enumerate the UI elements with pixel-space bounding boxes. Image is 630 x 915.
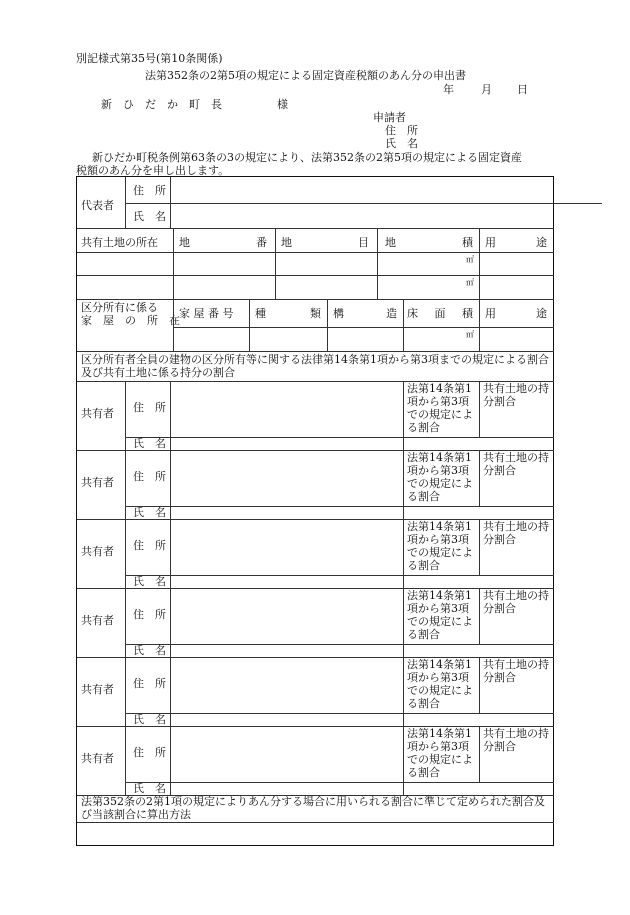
intro-line-1: 新ひだか町税条例第63条の3の規定により、法第352条の2第5項の規定による固定資産 xyxy=(92,151,522,164)
land-area-unit-2: ㎡ xyxy=(466,278,474,287)
co-owner-law-ratio-label: 法第14条第1項から第3項での規定による割合 xyxy=(407,727,473,779)
co-owner-law-ratio-label: 法第14条第1項から第3項での規定による割合 xyxy=(407,382,473,434)
ratio-heading: 区分所有者全員の建物の区分所有等に関する法律第14条第1項から第3項までの規定による割合及び共有土地に係る持分の割合 xyxy=(81,353,549,379)
co-owner-label: 共有者 xyxy=(81,752,114,765)
co-owner-address-field[interactable] xyxy=(175,523,403,571)
co-owner-name-label: 氏 名 xyxy=(133,437,166,450)
form-title: 法第352条の2第5項の規定による固定資産税額のあん分の申出書 xyxy=(145,69,466,82)
land-location-label: 共有土地の所在 xyxy=(81,236,158,249)
land-youto-header: 用 途 xyxy=(485,236,547,249)
form-number: 別記様式第35号(第10条関係) xyxy=(76,52,223,65)
land-chimoku-header: 地 目 xyxy=(281,236,369,249)
co-owner-name-label: 氏 名 xyxy=(133,782,166,795)
co-owner-name-label: 氏 名 xyxy=(133,713,166,726)
footer-text: 法第352条の2第1項の規定によりあん分する場合に用いられる割合に準じて定められた割合及び当該割合に算出方法 xyxy=(81,795,545,821)
co-owner-address-label: 住 所 xyxy=(133,608,166,621)
co-owner-address-field[interactable] xyxy=(175,454,403,502)
intro-line-2: 税額のあん分を申し出します。 xyxy=(76,164,230,177)
building-location-label-1: 区分所有に係る xyxy=(81,301,158,314)
representative-name-field[interactable] xyxy=(175,206,545,226)
co-owner-name-label: 氏 名 xyxy=(133,506,166,519)
co-owner-address-field[interactable] xyxy=(175,730,403,778)
applicant-label: 申請者 xyxy=(373,111,406,124)
co-owner-law-ratio-label: 法第14条第1項から第3項での規定による割合 xyxy=(407,451,473,503)
co-owner-address-label: 住 所 xyxy=(133,677,166,690)
co-owner-law-ratio-label: 法第14条第1項から第3項での規定による割合 xyxy=(407,520,473,572)
co-owner-address-label: 住 所 xyxy=(133,401,166,414)
co-owner-land-share-label: 共有土地の持分割合 xyxy=(483,589,549,615)
land-area-unit-1: ㎡ xyxy=(466,255,474,264)
co-owner-label: 共有者 xyxy=(81,614,114,627)
date-month: 月 xyxy=(481,83,492,96)
co-owner-name-field[interactable] xyxy=(175,645,403,656)
representative-address-label: 住 所 xyxy=(133,184,166,197)
co-owner-address-label: 住 所 xyxy=(133,539,166,552)
land-chiban-header: 地 番 xyxy=(179,236,267,249)
co-owner-label: 共有者 xyxy=(81,545,114,558)
addressee: 新 ひ だ か 町 長 xyxy=(101,98,222,111)
co-owner-law-ratio-label: 法第14条第1項から第3項での規定による割合 xyxy=(407,658,473,710)
co-owner-address-field[interactable] xyxy=(175,385,403,433)
co-owner-name-field[interactable] xyxy=(175,438,403,449)
co-owner-name-label: 氏 名 xyxy=(133,575,166,588)
building-shurui-header: 種 類 xyxy=(255,307,321,320)
building-kaoku-bango-header: 家 屋 番 号 xyxy=(179,307,234,320)
honorific: 様 xyxy=(277,98,288,111)
co-owner-name-field[interactable] xyxy=(175,507,403,518)
co-owner-law-ratio-label: 法第14条第1項から第3項での規定による割合 xyxy=(407,589,473,641)
co-owner-address-field[interactable] xyxy=(175,592,403,640)
representative-address-field[interactable] xyxy=(175,180,545,200)
co-owner-land-share-label: 共有土地の持分割合 xyxy=(483,451,549,477)
building-kouzou-header: 構 造 xyxy=(333,307,397,320)
co-owner-address-label: 住 所 xyxy=(133,746,166,759)
applicant-name-label: 氏 名 xyxy=(385,137,418,150)
date-day: 日 xyxy=(517,83,528,96)
representative-name-label: 氏 名 xyxy=(133,210,166,223)
applicant-address-label: 住 所 xyxy=(385,124,418,137)
building-area-unit: ㎡ xyxy=(466,330,474,339)
co-owner-name-field[interactable] xyxy=(175,714,403,725)
co-owner-label: 共有者 xyxy=(81,476,114,489)
co-owner-land-share-label: 共有土地の持分割合 xyxy=(483,727,549,753)
application-form-table xyxy=(76,176,554,846)
co-owner-land-share-label: 共有土地の持分割合 xyxy=(483,520,549,546)
co-owner-label: 共有者 xyxy=(81,683,114,696)
representative-label: 代表者 xyxy=(81,199,114,212)
date-year: 年 xyxy=(443,83,454,96)
land-chiseki-header: 地 積 xyxy=(385,236,473,249)
building-youto-header: 用 途 xyxy=(485,307,547,320)
building-yukamenseki-header: 床 面 積 xyxy=(407,307,473,320)
building-location-label-2: 家 屋 の 所 在 xyxy=(81,314,180,327)
co-owner-name-label: 氏 名 xyxy=(133,644,166,657)
co-owner-name-field[interactable] xyxy=(175,576,403,587)
co-owner-label: 共有者 xyxy=(81,407,114,420)
co-owner-address-label: 住 所 xyxy=(133,470,166,483)
co-owner-land-share-label: 共有土地の持分割合 xyxy=(483,658,549,684)
co-owner-address-field[interactable] xyxy=(175,661,403,709)
co-owner-land-share-label: 共有土地の持分割合 xyxy=(483,382,549,408)
co-owner-name-field[interactable] xyxy=(175,783,403,794)
